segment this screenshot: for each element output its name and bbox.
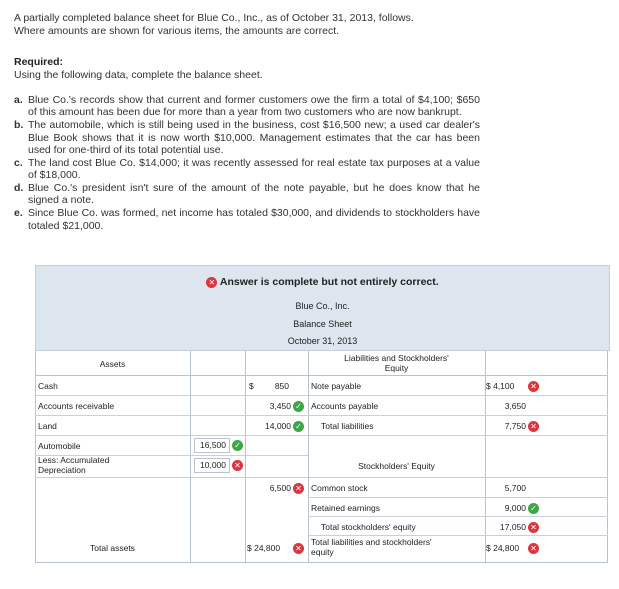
list-item: a. Blue Co.'s records show that current and former customers owe the firm a total of $4,100; $650 of this amount has been due for more than a year from two customers who are now bankrupt. <box>14 94 480 119</box>
balance-sheet-table <box>35 351 608 563</box>
accounts-receivable-label: Accounts receivable <box>38 401 115 411</box>
net-automobile-value[interactable]: 6,500 <box>269 483 291 493</box>
list-item: e. Since Blue Co. was formed, net income has totaled $30,000, and dividends to stockholders have totaled $21,000. <box>14 207 480 232</box>
note-payable-label: Note payable <box>311 381 362 391</box>
check-icon: ✓ <box>232 440 243 451</box>
assets-header: Assets <box>99 359 126 369</box>
intro-line-1: A partially completed balance sheet for Blue Co., Inc., as of October 31, 2013, follows. <box>14 12 414 24</box>
sheet-title: Balance Sheet <box>35 315 610 333</box>
required-text: Using the following data, complete the balance sheet. <box>14 69 263 81</box>
x-icon: ✕ <box>206 277 217 288</box>
sheet-date: October 31, 2013 <box>35 333 610 351</box>
liabilities-header: Liabilities and Stockholders' Equity <box>344 353 449 373</box>
stockholders-equity-header: Stockholders' Equity <box>358 461 435 471</box>
automobile-label: Automobile <box>38 441 81 451</box>
total-liabilities-label: Total liabilities <box>321 421 374 431</box>
total-stockholders-equity-value[interactable]: 17,050 <box>500 522 526 532</box>
common-stock-label: Common stock <box>311 483 368 493</box>
check-icon: ✓ <box>293 421 304 432</box>
accounts-payable-label: Accounts payable <box>311 401 379 411</box>
x-icon: ✕ <box>528 522 539 533</box>
required-heading: Required: <box>14 56 64 68</box>
x-icon: ✕ <box>293 543 304 554</box>
cash-dollar: $ <box>249 381 254 391</box>
x-icon: ✕ <box>528 543 539 554</box>
common-stock-value[interactable]: 5,700 <box>504 483 526 493</box>
list-item: d. Blue Co.'s president isn't sure of the amount of the note payable, but he does know that he signed a note. <box>14 182 480 207</box>
land-label: Land <box>38 421 57 431</box>
total-liabilities-and-equity-label: Total liabilities and stockholders' equity <box>311 537 432 557</box>
automobile-value[interactable]: 16,500 <box>194 438 230 453</box>
cash-value[interactable]: 850 <box>274 381 289 391</box>
accounts-receivable-value[interactable]: 3,450 <box>269 401 291 411</box>
total-liabilities-value[interactable]: 7,750 <box>504 421 526 431</box>
list-item: b. The automobile, which is still being used in the business, cost $16,500 new; a used car dealer's Blue Book shows that it is now worth $10,000. Management estimates that the car has been used for one-third of its total potential use. <box>14 119 480 157</box>
check-icon: ✓ <box>528 503 539 514</box>
retained-earnings-value[interactable]: 9,000 <box>504 503 526 513</box>
x-icon: ✕ <box>528 421 539 432</box>
retained-earnings-label: Retained earnings <box>311 503 380 513</box>
answer-status-panel <box>35 265 610 299</box>
list-item: c. The land cost Blue Co. $14,000; it was recently assessed for real estate tax purposes at a value of $18,000. <box>14 156 480 182</box>
x-icon: ✕ <box>293 483 304 494</box>
accumulated-depreciation-value[interactable]: 10,000 <box>194 458 230 473</box>
intro-line-2: Where amounts are shown for various items, the amounts are correct. <box>14 24 340 37</box>
x-icon: ✕ <box>232 460 243 471</box>
accumulated-depreciation-label: Less: Accumulated Depreciation <box>38 455 110 475</box>
answer-status-text: Answer is complete but not entirely correct. <box>219 276 439 288</box>
cash-label: Cash <box>38 381 58 391</box>
accounts-payable-value[interactable]: 3,650 <box>504 401 526 411</box>
check-icon: ✓ <box>293 401 304 412</box>
total-liabilities-and-equity-value[interactable]: $ 24,800 <box>486 543 520 553</box>
note-payable-value[interactable]: $ 4,100 <box>486 381 515 391</box>
intro-text <box>14 12 484 37</box>
company-name: Blue Co., Inc. <box>35 297 610 315</box>
total-assets-value[interactable]: $ 24,800 <box>247 543 281 553</box>
data-items-list <box>14 94 480 232</box>
x-icon: ✕ <box>528 381 539 392</box>
total-stockholders-equity-label: Total stockholders' equity <box>321 522 416 532</box>
total-assets-label: Total assets <box>90 543 135 553</box>
land-value[interactable]: 14,000 <box>265 421 291 431</box>
